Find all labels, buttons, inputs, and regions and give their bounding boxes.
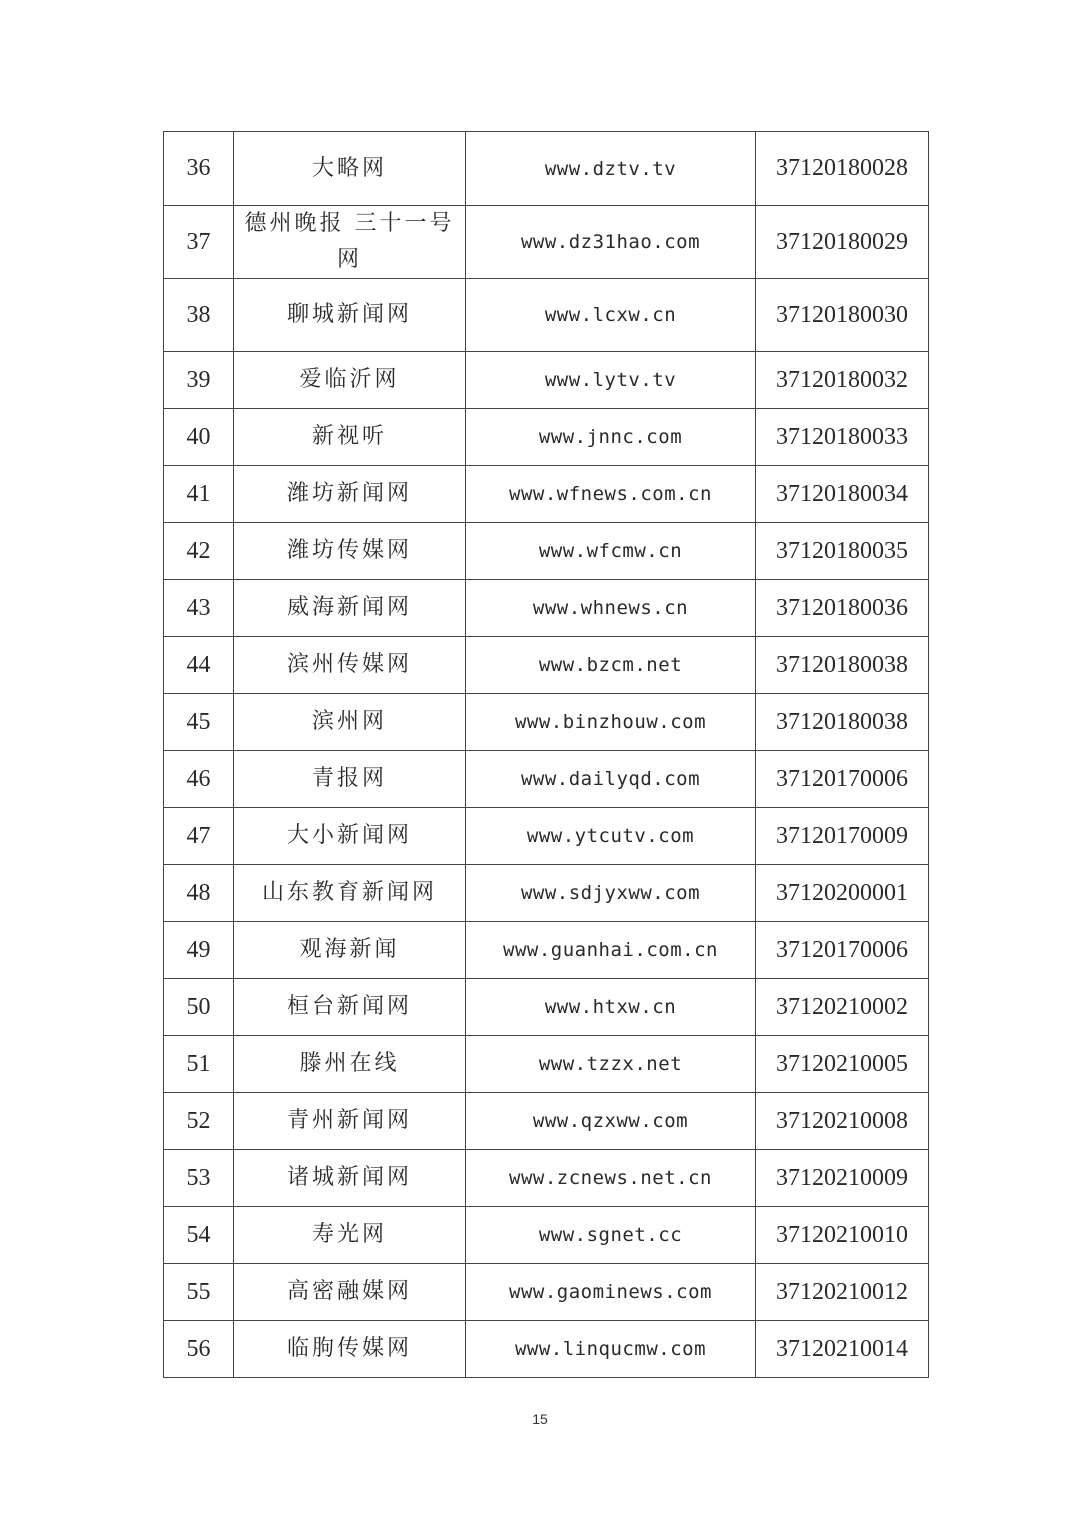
site-url: www.zcnews.net.cn <box>466 1150 756 1207</box>
site-name: 大略网 <box>234 132 466 206</box>
site-url: www.lcxw.cn <box>466 279 756 352</box>
table-row <box>164 466 929 523</box>
site-name: 德州晚报 三十一号网 <box>234 206 466 279</box>
site-name: 滕州在线 <box>234 1036 466 1093</box>
table-row <box>164 1036 929 1093</box>
row-number: 36 <box>164 132 234 206</box>
site-name: 新视听 <box>234 409 466 466</box>
registration-code: 37120210008 <box>756 1093 929 1150</box>
site-url: www.binzhouw.com <box>466 694 756 751</box>
table-row <box>164 409 929 466</box>
table-row <box>164 1264 929 1321</box>
row-number: 43 <box>164 580 234 637</box>
site-name: 威海新闻网 <box>234 580 466 637</box>
registration-code: 37120210014 <box>756 1321 929 1378</box>
site-name: 青报网 <box>234 751 466 808</box>
site-url: www.htxw.cn <box>466 979 756 1036</box>
row-number: 52 <box>164 1093 234 1150</box>
registration-code: 37120200001 <box>756 865 929 922</box>
site-url: www.linqucmw.com <box>466 1321 756 1378</box>
registration-code: 37120180035 <box>756 523 929 580</box>
registration-code: 37120180034 <box>756 466 929 523</box>
row-number: 47 <box>164 808 234 865</box>
table-row <box>164 580 929 637</box>
row-number: 50 <box>164 979 234 1036</box>
registration-code: 37120210012 <box>756 1264 929 1321</box>
row-number: 56 <box>164 1321 234 1378</box>
table-row <box>164 751 929 808</box>
site-url: www.qzxww.com <box>466 1093 756 1150</box>
site-url: www.dailyqd.com <box>466 751 756 808</box>
table-row <box>164 1207 929 1264</box>
site-url: www.sgnet.cc <box>466 1207 756 1264</box>
site-name: 聊城新闻网 <box>234 279 466 352</box>
registration-code: 37120180033 <box>756 409 929 466</box>
site-url: www.guanhai.com.cn <box>466 922 756 979</box>
registration-code: 37120180038 <box>756 637 929 694</box>
registration-code: 37120180036 <box>756 580 929 637</box>
row-number: 51 <box>164 1036 234 1093</box>
table-row <box>164 1150 929 1207</box>
table-row <box>164 808 929 865</box>
registration-code: 37120170009 <box>756 808 929 865</box>
registration-code: 37120180028 <box>756 132 929 206</box>
site-name: 潍坊传媒网 <box>234 523 466 580</box>
site-name: 临朐传媒网 <box>234 1321 466 1378</box>
table-row <box>164 979 929 1036</box>
site-name: 青州新闻网 <box>234 1093 466 1150</box>
table-row <box>164 922 929 979</box>
registration-code: 37120180029 <box>756 206 929 279</box>
registration-code: 37120210010 <box>756 1207 929 1264</box>
row-number: 46 <box>164 751 234 808</box>
site-name: 高密融媒网 <box>234 1264 466 1321</box>
site-url: www.wfcmw.cn <box>466 523 756 580</box>
site-url: www.bzcm.net <box>466 637 756 694</box>
site-name: 滨州传媒网 <box>234 637 466 694</box>
site-name: 诸城新闻网 <box>234 1150 466 1207</box>
site-url: www.ytcutv.com <box>466 808 756 865</box>
row-number: 53 <box>164 1150 234 1207</box>
site-url: www.gaominews.com <box>466 1264 756 1321</box>
site-url: www.sdjyxww.com <box>466 865 756 922</box>
row-number: 49 <box>164 922 234 979</box>
row-number: 39 <box>164 352 234 409</box>
site-url: www.wfnews.com.cn <box>466 466 756 523</box>
row-number: 54 <box>164 1207 234 1264</box>
row-number: 55 <box>164 1264 234 1321</box>
website-registry-table <box>163 131 929 1378</box>
site-name: 寿光网 <box>234 1207 466 1264</box>
site-name: 爱临沂网 <box>234 352 466 409</box>
site-url: www.jnnc.com <box>466 409 756 466</box>
registration-code: 37120180038 <box>756 694 929 751</box>
page-number: 15 <box>532 1411 548 1427</box>
site-name: 桓台新闻网 <box>234 979 466 1036</box>
row-number: 40 <box>164 409 234 466</box>
table-row <box>164 1321 929 1378</box>
site-url: www.lytv.tv <box>466 352 756 409</box>
site-url: www.dztv.tv <box>466 132 756 206</box>
row-number: 38 <box>164 279 234 352</box>
row-number: 45 <box>164 694 234 751</box>
registration-code: 37120170006 <box>756 922 929 979</box>
site-name: 观海新闻 <box>234 922 466 979</box>
table-row <box>164 694 929 751</box>
table-row <box>164 523 929 580</box>
table-row <box>164 279 929 352</box>
site-name: 大小新闻网 <box>234 808 466 865</box>
table-row <box>164 637 929 694</box>
row-number: 44 <box>164 637 234 694</box>
registration-code: 37120210005 <box>756 1036 929 1093</box>
table-row <box>164 206 929 279</box>
site-url: www.dz31hao.com <box>466 206 756 279</box>
registration-code: 37120180030 <box>756 279 929 352</box>
registration-code: 37120170006 <box>756 751 929 808</box>
table-row <box>164 132 929 206</box>
registration-code: 37120210002 <box>756 979 929 1036</box>
row-number: 37 <box>164 206 234 279</box>
table-row <box>164 865 929 922</box>
registration-code: 37120210009 <box>756 1150 929 1207</box>
registration-code: 37120180032 <box>756 352 929 409</box>
row-number: 48 <box>164 865 234 922</box>
table-row <box>164 1093 929 1150</box>
row-number: 42 <box>164 523 234 580</box>
row-number: 41 <box>164 466 234 523</box>
site-url: www.whnews.cn <box>466 580 756 637</box>
table-body <box>164 132 929 1378</box>
site-name: 山东教育新闻网 <box>234 865 466 922</box>
table-row <box>164 352 929 409</box>
site-name: 滨州网 <box>234 694 466 751</box>
site-name: 潍坊新闻网 <box>234 466 466 523</box>
site-url: www.tzzx.net <box>466 1036 756 1093</box>
